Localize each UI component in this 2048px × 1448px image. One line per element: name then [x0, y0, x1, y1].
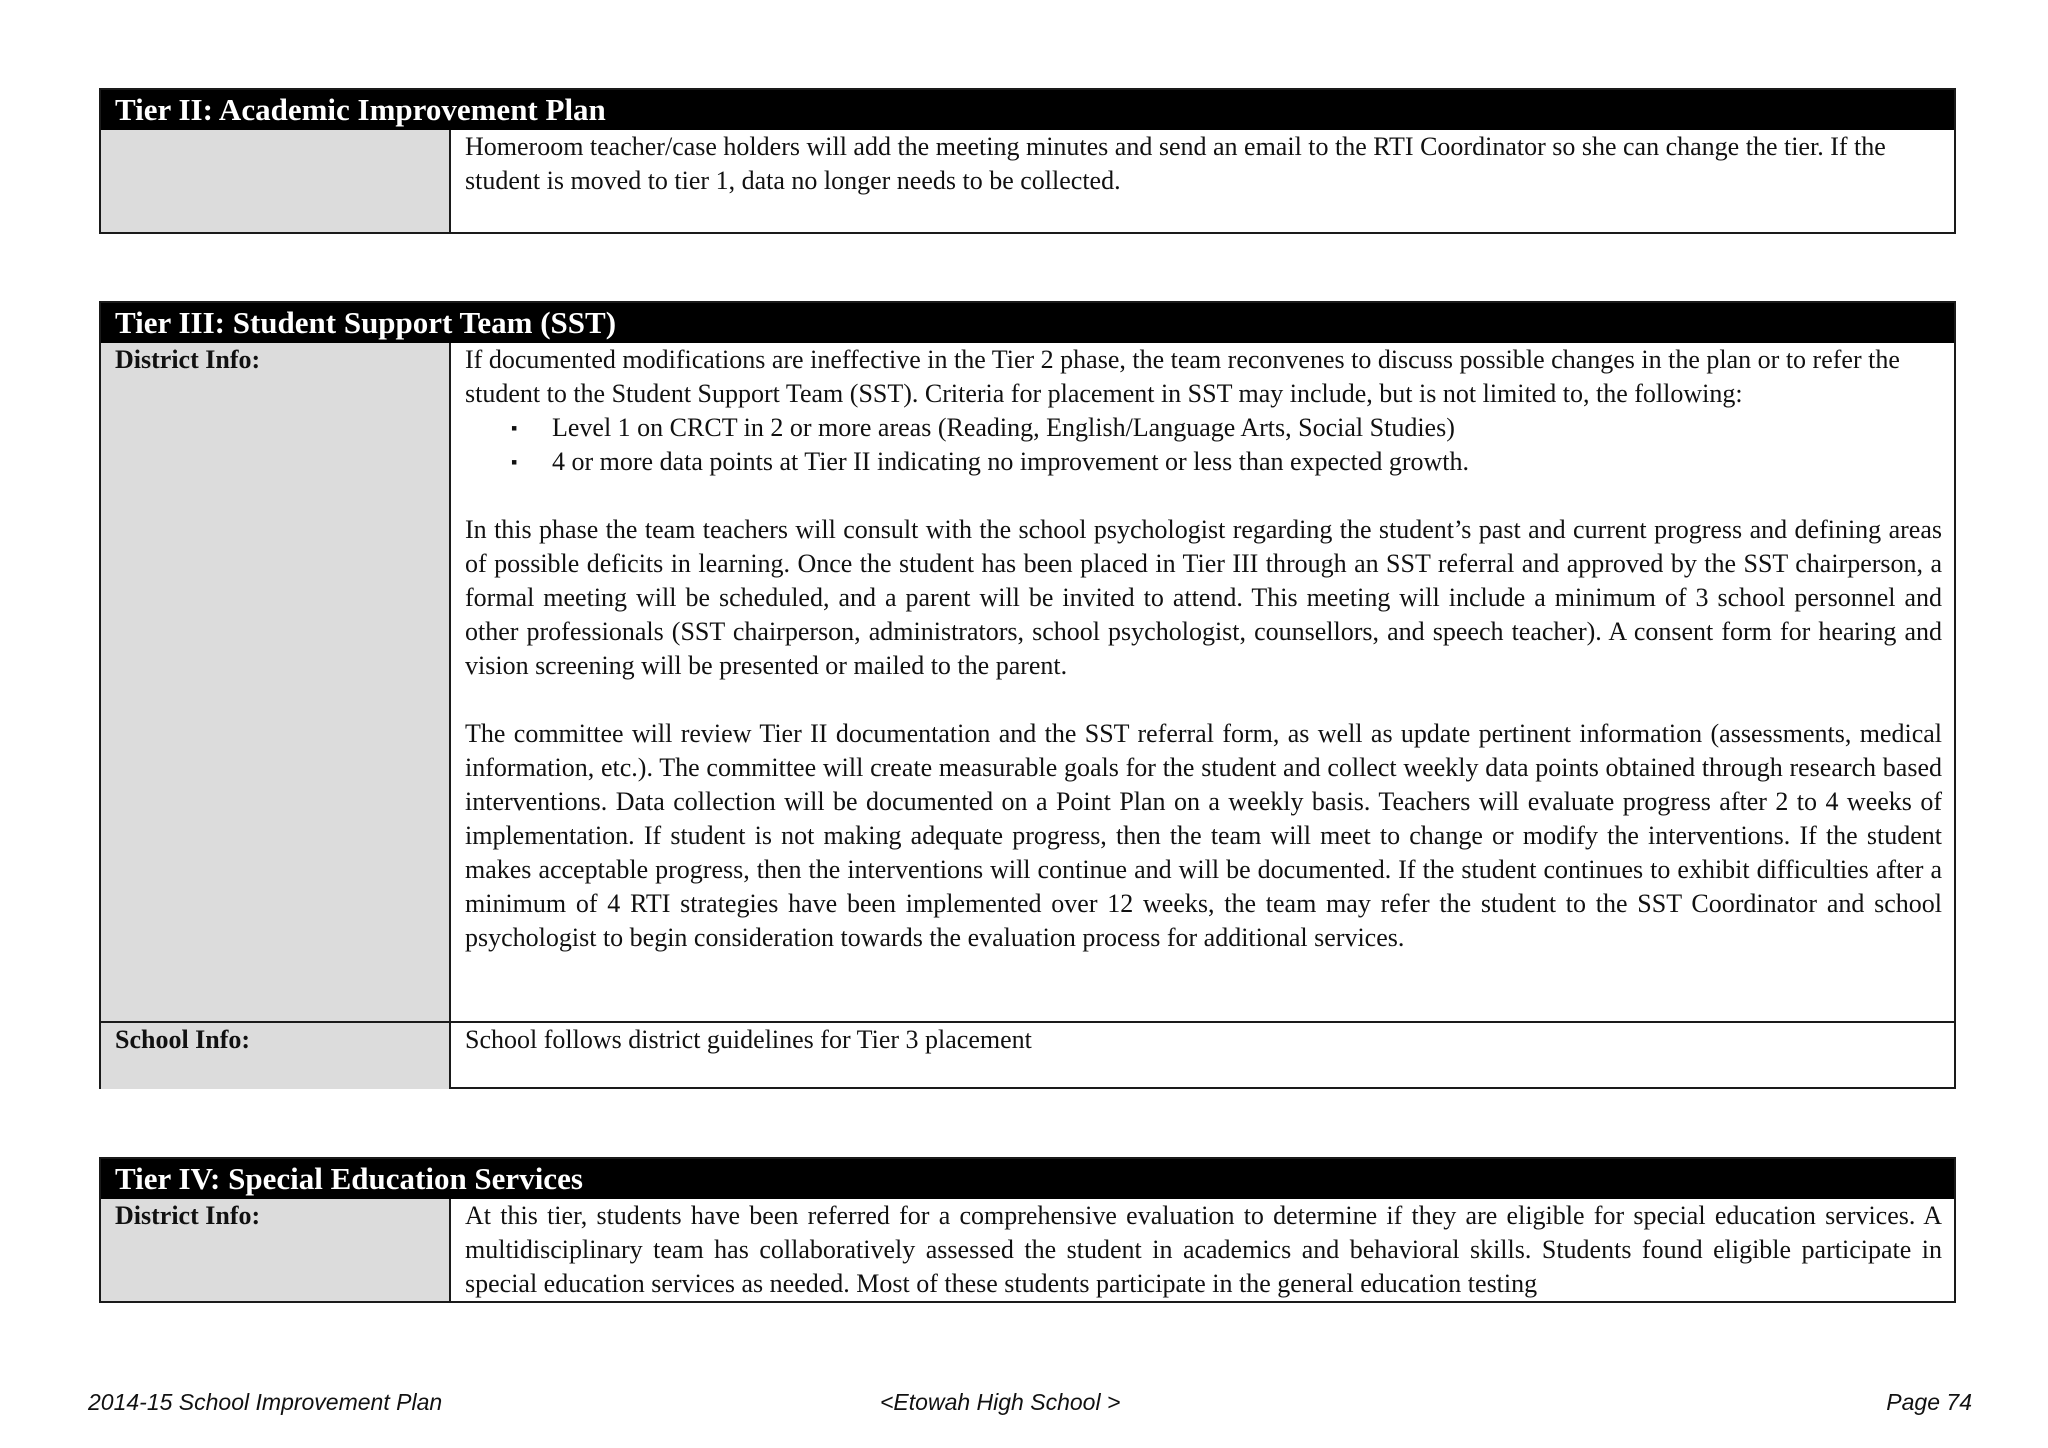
tier2-row	[101, 130, 1954, 232]
list-item	[465, 411, 1942, 445]
tier2-label-cell	[101, 130, 451, 232]
tier4-district-text: At this tier, students have been referred for a comprehensive evaluation to determine if they are eligible for special education services. A multidisciplinary team has collaboratively assessed the student in academics and behavioral skills. Students found eligible participate in special education services as needed. Most of these students participate in the general education testing	[465, 1201, 1942, 1298]
list-item	[465, 445, 1942, 479]
tier3-school-content	[451, 1023, 1954, 1089]
tier4-district-row	[101, 1199, 1954, 1301]
tier3-intro: If documented modifications are ineffective in the Tier 2 phase, the team reconvenes to discuss possible changes in the plan or to refer the student to the Student Support Team (SST). Criteria for placement in SST may include, but is not limited to, the following:	[465, 345, 1900, 408]
tier3-school-row	[101, 1021, 1954, 1089]
tier3-section	[99, 301, 1956, 1089]
page-footer	[0, 1385, 2048, 1419]
tier3-district-row	[101, 343, 1954, 1021]
tier3-district-label: District Info:	[101, 343, 451, 1021]
tier3-school-text: School follows district guidelines for Tier 3 placement	[465, 1025, 1032, 1054]
square-bullet-icon: ▪	[511, 418, 518, 438]
tier3-paragraph-3: The committee will review Tier II documentation and the SST referral form, as well as update pertinent information (assessments, medical information, etc.). The committee will create measurable goals for the student and collect weekly data points obtained through research based interventions. Data collection will be documented on a Point Plan on a weekly basis. Teachers will evaluate progress after 2 to 4 weeks of implementation. If student is not making adequate progress, then the team will meet to change or modify the interventions. If the student makes acceptable progress, then the interventions will continue and will be documented. If the student continues to exhibit difficulties after a minimum of 4 RTI strategies have been implemented over 12 weeks, the team may refer the student to the SST Coordinator and school psychologist to begin consideration towards the evaluation process for additional services.	[465, 719, 1942, 952]
tier4-district-content	[451, 1199, 1954, 1301]
tier4-header: Tier IV: Special Education Services	[101, 1159, 1954, 1199]
tier2-text: Homeroom teacher/case holders will add the meeting minutes and send an email to the RTI Coordinator so she can change the tier. If the student is moved to tier 1, data no longer needs to be collected.	[465, 132, 1886, 195]
tier4-district-label: District Info:	[101, 1199, 451, 1301]
tier4-section	[99, 1157, 1956, 1303]
list-item-text: 4 or more data points at Tier II indicating no improvement or less than expected growth.	[552, 447, 1470, 476]
tier3-school-label: School Info:	[101, 1023, 451, 1089]
tier3-criteria-list	[465, 411, 1942, 479]
tier3-district-content	[451, 343, 1954, 1021]
tier2-content-cell	[451, 130, 1954, 232]
footer-plan-title: 2014-15 School Improvement Plan	[88, 1389, 443, 1415]
tier2-section	[99, 88, 1956, 234]
tier3-header: Tier III: Student Support Team (SST)	[101, 303, 1954, 343]
footer-page-number: Page 74	[1886, 1389, 1972, 1415]
tier2-header: Tier II: Academic Improvement Plan	[101, 90, 1954, 130]
square-bullet-icon: ▪	[511, 452, 518, 472]
list-item-text: Level 1 on CRCT in 2 or more areas (Reading, English/Language Arts, Social Studies)	[552, 413, 1455, 442]
tier3-paragraph-2: In this phase the team teachers will consult with the school psychologist regarding the student’s past and current progress and defining areas of possible deficits in learning. Once the student has been placed in Tier III through an SST referral and approved by the SST chairperson, a formal meeting will be scheduled, and a parent will be invited to attend. This meeting will include a minimum of 3 school personnel and other professionals (SST chairperson, administrators, school psychologist, counsellors, and speech teacher). A consent form for hearing and vision screening will be presented or mailed to the parent.	[465, 515, 1942, 680]
footer-school-name: <Etowah High School >	[880, 1389, 1121, 1415]
